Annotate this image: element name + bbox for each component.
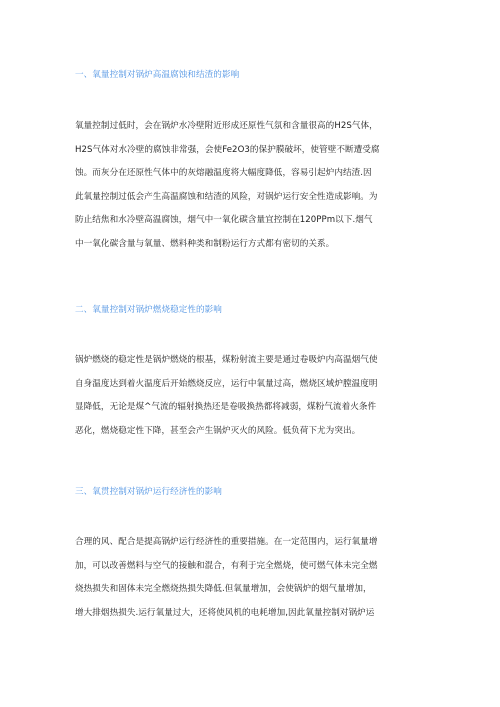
paragraph-line: 中一氧化碳含量与氧量、燃料种类和制粉运行方式都有密切的关系。 bbox=[75, 238, 335, 249]
paragraph-line: 显降低，无论是煤^气流的辐射换热还是卷吸换热都将减弱，煤粉气流着火条件 bbox=[75, 402, 377, 412]
paragraph-line: 增大排烟热损失.运行氧量过大，还将使风机的电耗增加,因此氧量控制对锅炉运 bbox=[75, 607, 375, 618]
paragraph-line: 此氧量控制过低会产生高温腐蚀和结渣的风险，对锅炉运行安全性造成影响。为 bbox=[75, 191, 378, 202]
paragraph-line: H2S气体对水冷壁的腐蚀非常强，会使Fe2O3的保护膜破坏，使管壁不断遭受腐 bbox=[75, 144, 380, 155]
paragraph-line: 烧热损失和固体未完全燃烧热损失降低.但氧量增加，会使锅炉的烟气量增加， bbox=[75, 584, 372, 594]
paragraph-line: 合理的风、配合是提高锅炉运行经济性的重要措施。在一定范围内，运行氧量增 bbox=[75, 537, 378, 547]
section-2-paragraph bbox=[75, 349, 437, 443]
paragraph-line: 加，可以改善燃料与空气的接触和混合，有利于完全燃烧，使可燃气体未完全燃 bbox=[75, 560, 378, 571]
section-3-heading: 三、氧贯控制对锅炉运行经济性的影响 bbox=[75, 487, 222, 497]
paragraph-line: 恶化，燃烧稳定性下降，甚至会产生锅炉灭火的风险。低负荷下尤为突出。 bbox=[75, 425, 361, 436]
paragraph-line: 蚀。而灰分在还原性气体中的灰熔融温度将大幅度降低，容易引起炉内结渣.因 bbox=[75, 168, 372, 178]
paragraph-line: 锅炉燃烧的稳定性是锅炉燃烧的根基，煤粉射流主要是通过卷吸炉内高温烟气使 bbox=[75, 355, 378, 365]
section-1-paragraph bbox=[75, 115, 437, 256]
section-3-paragraph bbox=[75, 531, 437, 625]
paragraph-line: 防止结焦和水冷壁高温腐蚀，烟气中一氧化碳含量宜控制在120PPm以下.烟气 bbox=[75, 215, 373, 225]
paragraph-line: 自身温度达到着火温度后开始燃烧反应，运行中氧量过高，燃烧区域炉膛温度明 bbox=[75, 378, 378, 389]
section-1-heading: 一、氧量控制对锅炉高温腐蚀和结渣的影响 bbox=[75, 70, 240, 80]
section-2-heading: 二、氧量控制对锅炉燃烧稳定性的影响 bbox=[75, 305, 222, 315]
paragraph-line: 氧量控制过低时，会在锅炉水冷壁附近形成还原性气氛和含量很高的H2S气体， bbox=[75, 121, 378, 131]
